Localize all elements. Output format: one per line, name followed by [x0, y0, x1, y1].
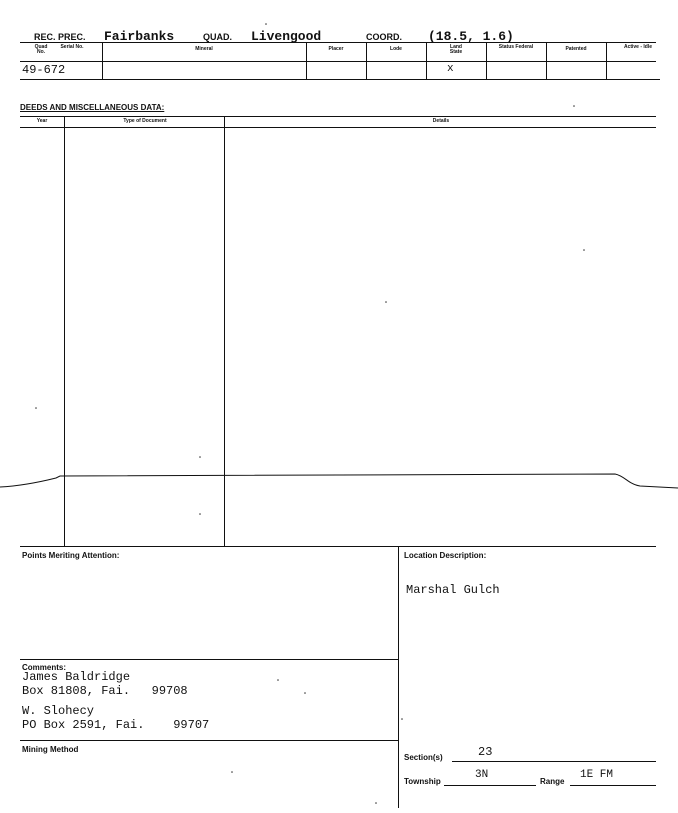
header-land-state: Land State: [449, 44, 463, 55]
township-value: 3N: [475, 769, 489, 781]
header-quad-no: Quad No.: [34, 44, 48, 55]
range-value: 1E FM: [580, 769, 614, 781]
location-label: Location Description:: [404, 551, 487, 560]
deeds-col-type: Type of Document: [123, 118, 167, 124]
deeds-col-year: Year: [36, 118, 48, 124]
mining-label: Mining Method: [22, 745, 79, 754]
land-state-mark: x: [447, 63, 454, 75]
township-label: Township: [404, 777, 441, 786]
header-active-idle: Active - Idle: [623, 44, 653, 50]
coord-label: COORD.: [366, 32, 402, 42]
rec-prec-label: REC. PREC.: [34, 32, 86, 42]
quad-label: QUAD.: [203, 32, 232, 42]
header-lode: Lode: [390, 46, 402, 52]
comment-line-1: James Baldridge: [22, 670, 131, 684]
header-placer: Placer: [328, 46, 344, 52]
header-patented: Patented: [565, 46, 587, 52]
comment-line-2: Box 81808, Fai. 99708: [22, 684, 188, 698]
header-mineral: Mineral: [195, 46, 213, 52]
header-serial-no: Serial No.: [60, 44, 84, 50]
comment-line-3: W. Slohecy: [22, 704, 95, 718]
quad-serial-value: 49-672: [22, 63, 66, 77]
range-label: Range: [540, 777, 565, 786]
comment-line-4: PO Box 2591, Fai. 99707: [22, 718, 210, 732]
quad-value: Livengood: [251, 29, 322, 44]
rec-prec-value: Fairbanks: [104, 29, 175, 44]
section-value: 23: [478, 745, 493, 759]
points-label: Points Meriting Attention:: [22, 551, 120, 560]
deeds-col-details: Details: [432, 118, 450, 124]
coord-value: (18.5, 1.6): [428, 29, 514, 44]
comments-label: Comments:: [22, 663, 67, 672]
header-status-federal: Status Federal: [498, 44, 534, 50]
section-label: Section(s): [404, 753, 443, 762]
location-value: Marshal Gulch: [406, 583, 500, 597]
deeds-title: DEEDS AND MISCELLANEOUS DATA:: [20, 103, 165, 112]
